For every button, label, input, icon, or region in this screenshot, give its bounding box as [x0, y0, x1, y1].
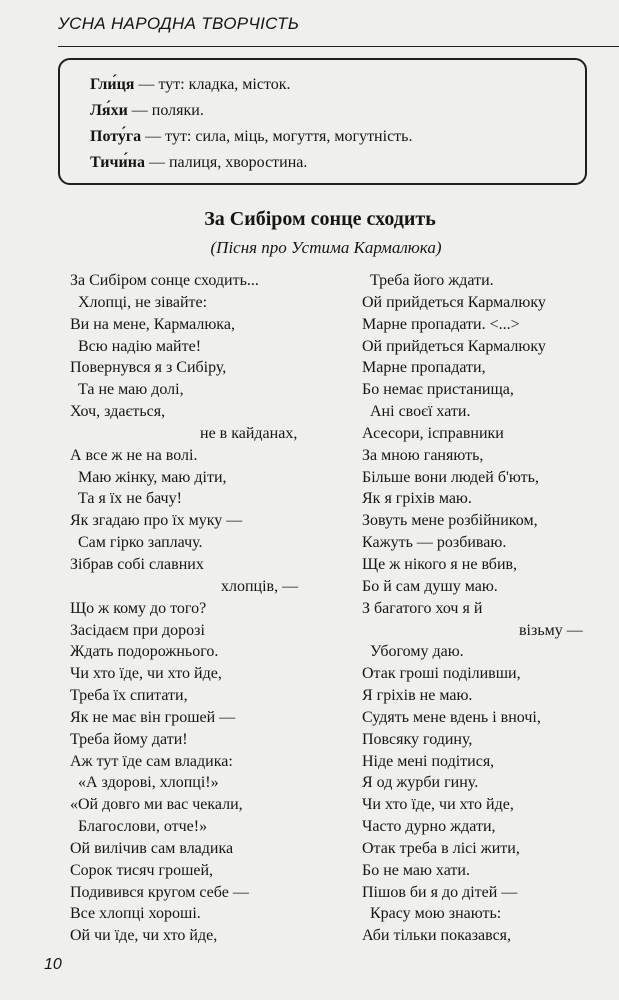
- poem-line: Я гріхів не маю.: [362, 687, 473, 705]
- glossary-definition: — поляки.: [127, 102, 204, 119]
- poem-line: Хлопці, не зівайте:: [78, 293, 208, 311]
- poem-line: Чи хто їде, чи хто йде,: [362, 796, 514, 814]
- poem-line: Що ж кому до того?: [70, 599, 207, 617]
- poem-line: Отак гроші поділивши,: [362, 665, 521, 683]
- poem-line: Ви на мене, Кармалюка,: [70, 315, 235, 333]
- glossary-term: Гли́ця: [90, 76, 135, 93]
- glossary-term: Ля́хи: [90, 102, 128, 119]
- poem-line: Подивився кругом себе —: [70, 883, 249, 901]
- song-title: За Сибіром сонце сходить: [204, 208, 436, 230]
- poem-line: Чи хто їде, чи хто йде,: [70, 665, 222, 683]
- poem-line: Засідаєм при дорозі: [70, 621, 205, 639]
- poem-line: Маю жінку, маю діти,: [78, 468, 227, 486]
- section-header: УСНА НАРОДНА ТВОРЧІСТЬ: [58, 14, 300, 33]
- poem-line: Як не має він грошей —: [70, 708, 236, 726]
- glossary-entry: [90, 150, 585, 176]
- poem-line: Отак треба в лісі жити,: [362, 839, 520, 857]
- poem-line: Ой прийдеться Кармалюку: [362, 337, 546, 355]
- poem-line: Треба йому дати!: [70, 730, 188, 748]
- poem-line: Убогому даю.: [370, 643, 464, 661]
- glossary-definition: — тут: кладка, місток.: [134, 76, 291, 93]
- glossary-term: Тичи́на: [90, 154, 145, 171]
- poem-line: Ой чи їде, чи хто йде,: [70, 927, 218, 945]
- poem-line: Ждать подорожнього.: [70, 643, 219, 661]
- poem-line: Бо й сам душу маю.: [362, 577, 498, 595]
- poem-line: Більше вони людей б'ють,: [362, 468, 539, 486]
- poem-line: Кажуть — розбиваю.: [362, 534, 507, 552]
- poem-line: А все ж не на волі.: [70, 446, 198, 464]
- poem-line: Зовуть мене розбійником,: [362, 512, 538, 530]
- glossary-box: [58, 58, 587, 185]
- poem-line: Сорок тисяч грошей,: [70, 861, 214, 879]
- poem-line: «Ой довго ми вас чекали,: [70, 796, 243, 814]
- poem-line: Повсяку годину,: [362, 730, 473, 748]
- poem-line: З багатого хоч я й: [362, 599, 483, 617]
- poem-column-right: [362, 270, 607, 947]
- poem-line: Аби тільки показався,: [362, 927, 512, 945]
- poem-line: Часто дурно ждати,: [362, 818, 496, 836]
- header-rule: [58, 46, 619, 47]
- poem-line: За Сибіром сонце сходить...: [70, 272, 259, 289]
- poem-line: Пішов би я до дітей —: [362, 883, 518, 901]
- poem-line: Ще ж нікого я не вбив,: [362, 555, 518, 573]
- song-subtitle: (Пісня про Устима Кармалюка): [210, 238, 442, 257]
- poem-line: Асесори, ісправники: [362, 424, 504, 442]
- poem-line: Як я гріхів маю.: [362, 490, 472, 508]
- poem-line: Красу мою знають:: [370, 905, 502, 923]
- poem-line: Я од журби гину.: [362, 774, 479, 792]
- poem-line: візьму —: [519, 621, 583, 639]
- poem-line: Сам гірко заплачу.: [78, 534, 203, 552]
- glossary-definition: — тут: сила, міць, могуття, могутність.: [141, 128, 413, 145]
- poem-line: Та не маю долі,: [78, 381, 184, 399]
- poem-line: Ані своєї хати.: [370, 403, 471, 421]
- poem-line: За мною ганяють,: [362, 446, 484, 464]
- poem-line: «А здорові, хлопці!»: [78, 774, 219, 792]
- poem-line: Хоч, здається,: [70, 403, 166, 421]
- poem-line: Ой вилічив сам владика: [70, 839, 234, 857]
- poem-line: Судять мене вдень і вночі,: [362, 708, 541, 726]
- poem-line: хлопців, —: [221, 577, 299, 595]
- page-number: 10: [44, 956, 62, 973]
- poem-line: Зібрав собі славних: [70, 555, 204, 573]
- poem-line: Ой прийдеться Кармалюку: [362, 293, 546, 311]
- glossary-entry: [90, 124, 585, 150]
- poem-line: Благослови, отче!»: [78, 818, 208, 836]
- glossary-entry: [90, 98, 585, 124]
- glossary-term: Поту́га: [90, 128, 142, 145]
- poem-line: Всю надію майте!: [78, 337, 202, 355]
- poem-column-left: [70, 270, 332, 947]
- poem-line: Треба його ждати.: [370, 272, 494, 289]
- poem-line: Треба їх спитати,: [70, 687, 188, 705]
- poem-line: Марне пропадати,: [362, 359, 486, 377]
- poem-line: Повернувся я з Сибіру,: [70, 359, 227, 377]
- glossary-entry: [90, 72, 585, 98]
- poem-line: Все хлопці хороші.: [70, 905, 201, 923]
- poem-line: Як згадаю про їх муку —: [70, 512, 243, 530]
- poem-line: Аж тут їде сам владика:: [70, 752, 233, 770]
- poem-line: Марне пропадати. <...>: [362, 315, 520, 333]
- poem-line: Та я їх не бачу!: [78, 490, 182, 508]
- poem-line: Ніде мені подітися,: [362, 752, 495, 770]
- poem-line: Бо немає пристанища,: [362, 381, 514, 399]
- poem-line: Бо не маю хати.: [362, 861, 470, 879]
- glossary-definition: — палиця, хворостина.: [144, 154, 308, 171]
- poem-line: не в кайданах,: [200, 424, 298, 442]
